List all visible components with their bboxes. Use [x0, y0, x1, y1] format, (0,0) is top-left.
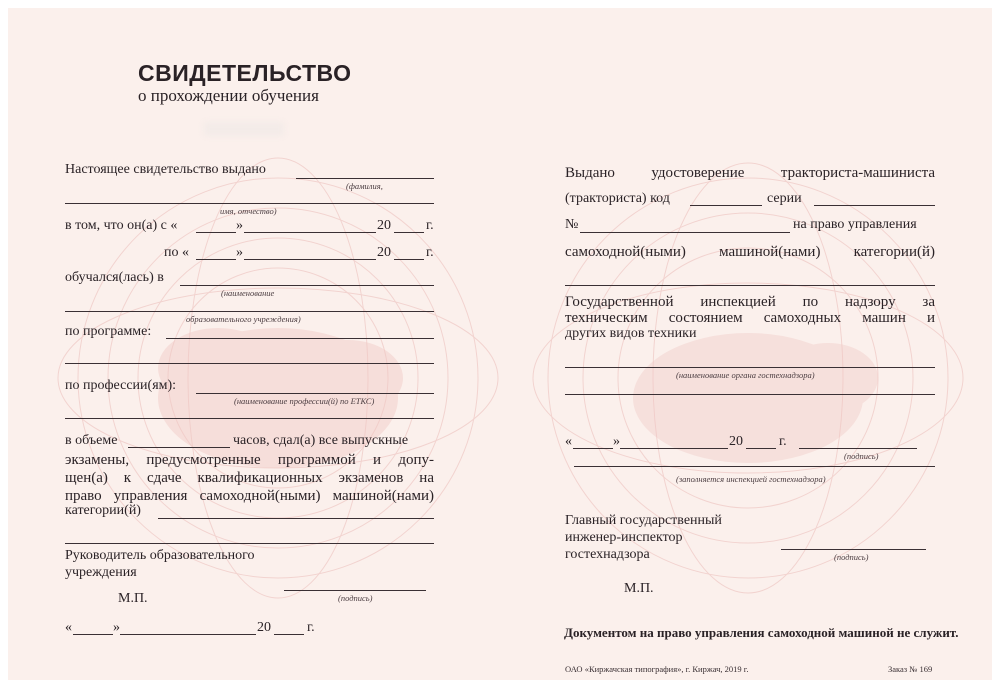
vehicle-category-label: самоходной(ными) машиной(нами) категории(й): [565, 244, 935, 260]
blurred-field: [204, 122, 284, 136]
license-issued-line: Выдано удостоверение тракториста-машиниста: [565, 165, 935, 181]
chief-label-2: инженер-инспектор: [565, 530, 683, 545]
program-label: по программе:: [65, 324, 152, 339]
category-line-1[interactable]: [158, 518, 434, 519]
institution-hint-2: образовательного учреждения): [186, 314, 301, 324]
chief-signature-hint: (подпись): [834, 552, 869, 562]
left-year-line[interactable]: [274, 634, 304, 635]
to-year-suffix: г.: [426, 245, 434, 260]
not-a-license-notice: Документом на право управления самоходной машиной не служит.: [564, 625, 959, 640]
stamp-label-left: М.П.: [118, 591, 148, 606]
head-label-2: учреждения: [65, 565, 137, 580]
inspector-signature-hint-1: (подпись): [844, 451, 879, 461]
inspection-line-1: Государственной инспекцией по надзору за: [565, 294, 935, 310]
right-year-suffix: г.: [779, 434, 787, 449]
left-date-month-line[interactable]: [120, 634, 256, 635]
certificate-title: СВИДЕТЕЛЬСТВО: [138, 60, 352, 86]
profession-hint: (наименование профессии(й) по ЕТКС): [234, 396, 375, 406]
left-date-day-line[interactable]: [73, 634, 113, 635]
issued-to-label: Настоящее свидетельство выдано: [65, 162, 266, 177]
surname-hint: (фамилия,: [346, 181, 383, 191]
series-label: серии: [767, 191, 802, 206]
inspector-signature-line-1[interactable]: [799, 448, 917, 449]
from-day-line[interactable]: [196, 232, 236, 233]
to-date-label: по «: [164, 245, 189, 260]
right-date-open: «: [565, 434, 572, 449]
head-label-1: Руководитель образовательного: [65, 548, 255, 563]
from-year-suffix: г.: [426, 218, 434, 233]
surname-line[interactable]: [296, 178, 434, 179]
hours-line[interactable]: [128, 447, 230, 448]
profession-line-1[interactable]: [196, 393, 434, 394]
head-signature-hint: (подпись): [338, 593, 373, 603]
series-line[interactable]: [814, 205, 935, 206]
to-day-line[interactable]: [196, 259, 236, 260]
number-line[interactable]: [580, 232, 790, 233]
profession-label: по профессии(ям):: [65, 378, 177, 393]
profession-line-2[interactable]: [65, 418, 434, 419]
certificate-subtitle: о прохождении обучения: [138, 86, 319, 105]
name-hint: имя, отчество): [220, 206, 277, 216]
to-year-prefix: 20: [377, 245, 391, 260]
stamp-label-right: М.П.: [624, 581, 654, 596]
right-date-close: »: [613, 434, 620, 449]
right-date-month-line[interactable]: [620, 448, 728, 449]
to-year-line[interactable]: [394, 259, 424, 260]
to-month-line[interactable]: [244, 259, 376, 260]
authority-line-2[interactable]: [565, 394, 935, 395]
printer-imprint: ОАО «Киржачская типография», г. Киржач, 2019 г.: [565, 664, 749, 674]
institution-hint-1: (наименование: [221, 288, 275, 298]
filled-by-hint: (заполняется инспекцией гостехнадзора): [676, 474, 826, 484]
exam-line-2: щен(а) к сдаче квалификационных экзаменов на: [65, 470, 434, 486]
from-quote-close: »: [236, 218, 243, 233]
inspection-line-2: техническим состоянием самоходных машин и: [565, 310, 935, 326]
category-line-2[interactable]: [65, 543, 434, 544]
category-label: категории(й): [65, 503, 141, 518]
order-number: Заказ № 169: [888, 664, 933, 674]
vehicle-category-line[interactable]: [565, 285, 935, 286]
right-year-line[interactable]: [746, 448, 776, 449]
chief-signature-line[interactable]: [781, 549, 926, 550]
left-year-suffix: г.: [307, 620, 315, 635]
right-year-prefix: 20: [729, 434, 743, 449]
left-date-close: »: [113, 620, 120, 635]
code-line[interactable]: [690, 205, 762, 206]
institution-line-1[interactable]: [180, 285, 434, 286]
inspection-line-3: других видов техники: [565, 326, 697, 341]
from-year-prefix: 20: [377, 218, 391, 233]
volume-hours-text: часов, сдал(а) все выпускные: [233, 433, 409, 448]
certificate-sheet: [8, 8, 992, 680]
authority-line-1[interactable]: [565, 367, 935, 368]
number-label: №: [565, 217, 579, 232]
from-month-line[interactable]: [244, 232, 376, 233]
authority-hint: (наименование органа гостехнадзора): [676, 370, 815, 380]
from-year-line[interactable]: [394, 232, 424, 233]
head-signature-line[interactable]: [284, 590, 426, 591]
exam-line-1: экзамены, предусмотренные программой и допу-: [65, 452, 434, 468]
exam-line-3: право управления самоходной(ными) машиной(нами): [65, 488, 434, 504]
code-label: (тракториста) код: [565, 191, 670, 206]
program-line-1[interactable]: [166, 338, 434, 339]
right-date-day-line[interactable]: [573, 448, 613, 449]
program-line-2[interactable]: [65, 363, 434, 364]
chief-label-1: Главный государственный: [565, 513, 722, 528]
filled-by-line[interactable]: [574, 466, 935, 467]
to-quote-close: »: [236, 245, 243, 260]
left-date-open: «: [65, 620, 72, 635]
volume-label: в объеме: [65, 433, 118, 448]
chief-label-3: гостехнадзора: [565, 547, 650, 562]
name-line[interactable]: [65, 203, 434, 204]
institution-line-2[interactable]: [65, 311, 434, 312]
from-date-label: в том, что он(а) с «: [65, 218, 178, 233]
left-year-prefix: 20: [257, 620, 271, 635]
right-to-drive-label: на право управления: [793, 217, 917, 232]
studied-in-label: обучался(лась) в: [65, 270, 164, 285]
